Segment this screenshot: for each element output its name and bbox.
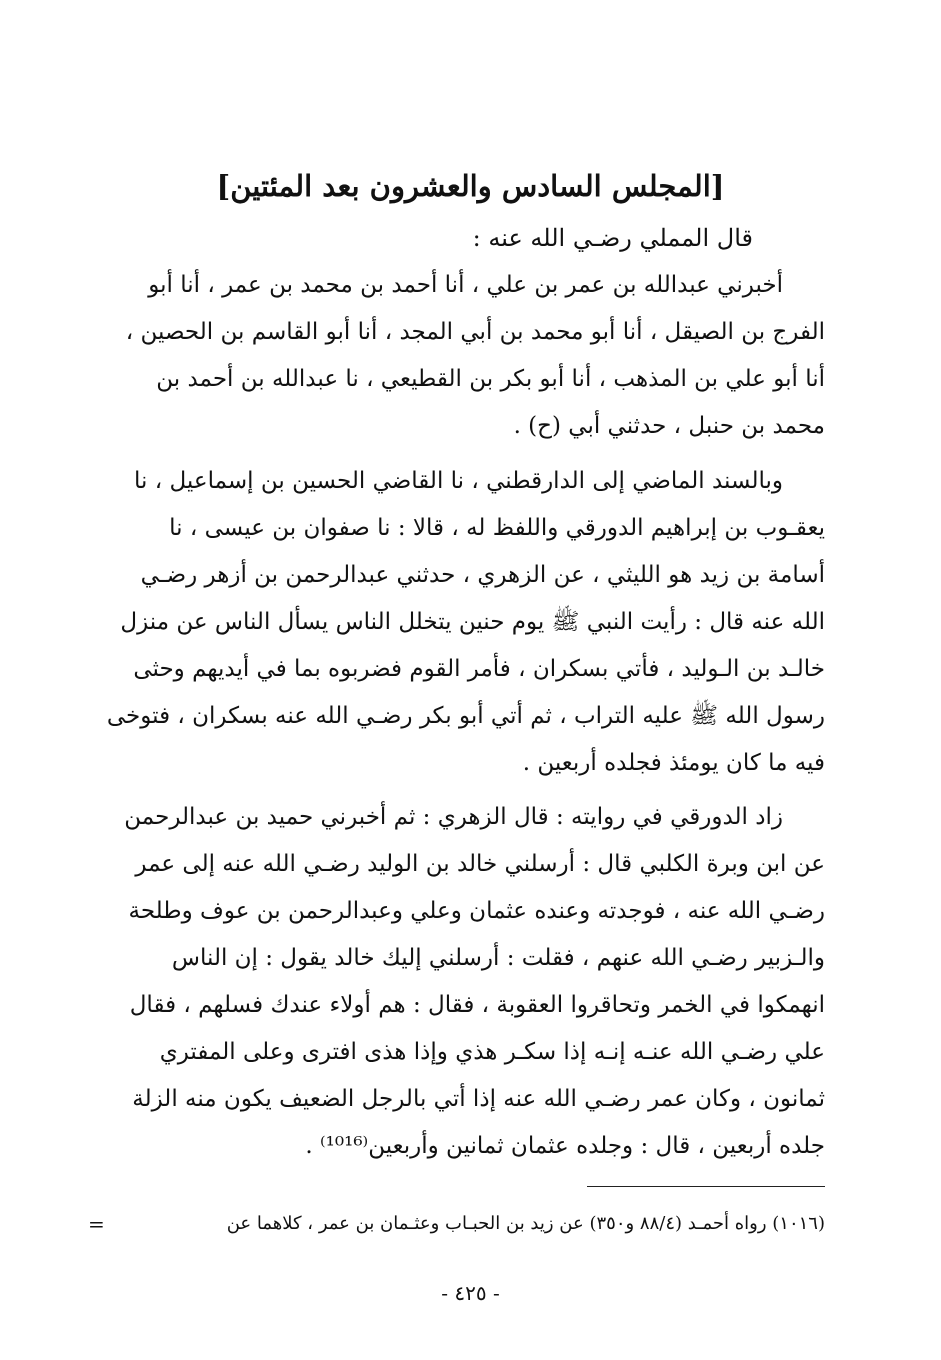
paragraph-1: [116, 262, 825, 450]
text-line: عن ابن وبرة الكلبي قال : أرسلني خالد بن الوليد رضـي الله عنه إلى عمر: [135, 851, 825, 877]
footnote-divider: [587, 1186, 825, 1187]
text-line: أسامة بن زيد هو الليثي ، عن الزهري ، حدثني عبدالرحمن بن أزهر رضـي: [140, 562, 825, 588]
text-line: علي رضـي الله عنـه إنـه إذا سكـر هذي وإذا هذى افترى وعلى المفتري: [159, 1039, 825, 1065]
page-number: - ٤٢٥ -: [441, 1281, 500, 1305]
intro-line: قال المملي رضـي الله عنه :: [472, 224, 753, 252]
text-line: الفرج بن الصيقل ، أنا أبو محمد بن أبي المجد ، أنا أبو القاسم بن الحصين ،: [125, 319, 825, 345]
text-line: ثمانون ، وكان عمر رضـي الله عنه إذا أتي بالرجل الضعيف يكون منه الزلة: [132, 1086, 825, 1112]
text-line: أنا أبو علي بن المذهب ، أنا أبو بكر بن القطيعي ، نا عبدالله بن أحمد بن: [156, 366, 825, 392]
text-line: أخبرني عبدالله بن عمر بن علي ، أنا أحمد بن محمد بن عمر ، أنا أبو: [148, 272, 783, 298]
paragraph-2: [106, 458, 825, 787]
footnote-continuation-mark: =: [88, 1212, 105, 1236]
footnote-1016: (١٠١٦) رواه أحمـد (٨٨/٤ و٣٥٠) عن زيد بن الحبـاب وعثـمان بن عمر ، كلاهما عن: [226, 1213, 825, 1234]
text-line: فيه ما كان يومئذ فجلده أربعين .: [522, 750, 825, 776]
text-line: الله عنه قال : رأيت النبي ﷺ يوم حنين يتخلل الناس يسأل الناس عن منزل: [120, 609, 825, 635]
page-title: [المجلس السادس والعشرون بعد المئتين]: [216, 169, 725, 203]
text-line: والـزبير رضـي الله عنهم ، فقلت : أرسلني إليك خالد يقول : إن الناس: [171, 945, 825, 971]
text-line: رسول الله ﷺ عليه التراب ، ثم أتي أبو بكر رضـي الله عنه بسكران ، فتوخى: [106, 703, 825, 729]
paragraph-3: [116, 794, 825, 1170]
text-line: خالـد بن الـوليد ، فأتي بسكران ، فأمر القوم فضربوه بما في أيديهم وحثى: [133, 656, 825, 682]
text-line: محمد بن حنبل ، حدثني أبي (ح) .: [513, 413, 825, 439]
text-line: انهمكوا في الخمر وتحاقروا العقوبة ، فقال : هم أولاء عندك فسلهم ، فقال: [129, 992, 825, 1018]
text-line: يعقـوب بن إبراهيم الدورقي واللفظ له ، قالا : نا صفوان بن عيسى ، نا: [169, 515, 825, 541]
text-line: وبالسند الماضي إلى الدارقطني ، نا القاضي الحسين بن إسماعيل ، نا: [134, 468, 783, 494]
text-line: زاد الدورقي في روايته : قال الزهري : ثم أخبرني حميد بن عبدالرحمن: [124, 804, 783, 830]
text-line: جلده أربعين ، قال : وجلده عثمان ثمانين وأربعين⁽¹⁰¹⁶⁾ .: [305, 1133, 825, 1159]
text-line: رضـي الله عنه ، فوجدته وعنده عثمان وعلي وعبدالرحمن بن عوف وطلحة: [128, 898, 825, 924]
